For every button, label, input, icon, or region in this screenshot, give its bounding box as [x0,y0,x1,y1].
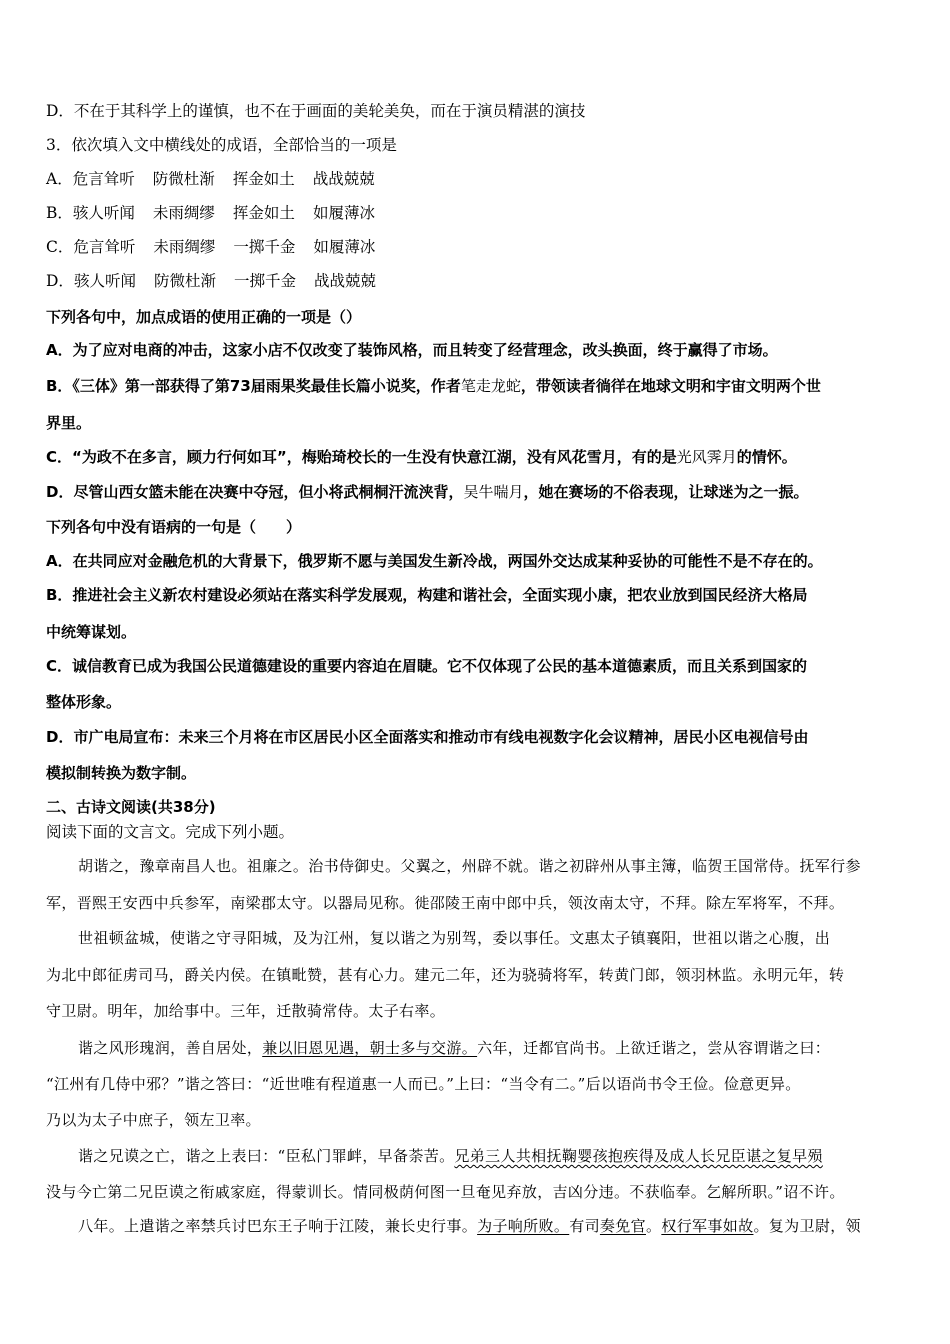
option-text: D．尽管山西女篮未能在决赛中夺冠，但小将武桐桐汗流浃背， [46,483,464,501]
classical-text-line: 胡谐之，豫章南昌人也。祖廉之。治书侍御史。父翼之，州辟不就。谐之初辟州从事主簿，临贺王国常侍。抚军行参 [78,857,861,875]
q5-option-b: B．推进社会主义新农村建设必须站在落实科学发展观，构建和谐社会，全面实现小康，把农业放到国民经济大格局 [46,586,808,604]
option-label: A． [46,170,73,188]
q4-stem: 下列各句中，加点成语的使用正确的一项是（） [46,308,362,326]
q5-option-a: A．在共同应对金融危机的大背景下，俄罗斯不愿与美国发生新冷战，两国外交达成某种妥协的可能性不是不存在的。 [46,552,823,570]
text-segment: 。复为卫尉，领 [753,1217,861,1235]
option-idiom: 战战兢兢 [313,272,376,290]
option-text: C．“为政不在多言，顾力行何如耳”，梅贻琦校长的一生没有快意江湖，没有风花雪月，有的是 [46,448,677,466]
classical-text-line: 为北中郎征虏司马，爵关内侯。在镇毗赞，甚有心力。建元二年，还为骁骑将军，转黄门郎，领羽林监。永明元年，转 [46,966,845,984]
option-idiom: 挥金如土 [232,170,295,188]
q5-option-d: D．市广电局宣布：未来三个月将在市区居民小区全面落实和推动市有线电视数字化会议精神，居民小区电视信号由 [46,728,809,746]
option-idiom: 如履薄冰 [313,238,376,256]
text-segment: 六年，迁都官尚书。上欲迁谐之，尝从容谓谐之曰： [477,1039,831,1057]
option-text: B．《三体》第一部获得了第73届雨果奖最佳长篇小说奖，作者 [46,377,461,395]
option-text: ，她在赛场的不俗表现，让球迷为之一振。 [523,483,809,501]
option-idiom: 未雨绸缪 [153,238,216,256]
q5-option-c: C．诚信教育已成为我国公民道德建设的重要内容迫在眉睫。它不仅体现了公民的基本道德素质，而且关系到国家的 [46,657,808,675]
q5-option-b-cont: 中统筹谋划。 [46,623,137,641]
option-idiom: 未雨绸缪 [152,204,215,222]
q4-option-b [46,376,821,396]
text-segment: 有司 [569,1217,600,1235]
option-idiom: 防微杜渐 [153,272,216,290]
dotted-idiom: 光风霁月 [676,448,737,466]
option-label: C． [46,238,74,256]
option-idiom: 一掷千金 [233,272,296,290]
classical-text-line [78,1038,830,1058]
option-label: B． [46,204,73,222]
option-idiom: 战战兢兢 [312,170,375,188]
classical-text-line [78,1146,823,1166]
q5-option-d-cont: 模拟制转换为数字制。 [46,764,197,782]
text-segment: 谐之兄谟之亡，谐之上表曰：“臣私门罪衅，早备荼苦。 [78,1147,455,1165]
text-segment: 八年。上遣谐之率禁兵讨巴东王子响于江陵，兼长史行事。 [78,1217,478,1235]
classical-text-line: 乃以为太子中庶子，领左卫率。 [46,1111,261,1129]
option-idiom: 防微杜渐 [152,170,215,188]
text-segment: 。 [645,1217,662,1235]
q3-option-d [46,271,376,291]
q3-option-b [46,203,375,223]
classical-text-line: 世祖顿盆城，使谐之守寻阳城，及为江州，复以谐之为别驾，委以事任。文惠太子镇襄阳，世祖以谐之心腹，出 [78,929,831,947]
section-intro: 阅读下面的文言文。完成下列小题。 [46,823,295,841]
underlined-phrase: 为子响所败。 [477,1217,570,1235]
option-idiom: 危言耸听 [72,170,135,188]
option-label: D． [46,272,74,290]
q5-stem: 下列各句中没有语病的一句是（ ） [46,518,302,536]
classical-text-line: “江州有几侍中邪？”谐之答曰：“近世唯有程道惠一人而已。”上曰：“当令有二。”后以语尚书令王俭。俭意更异。 [46,1075,801,1093]
underlined-phrase: 权行军事如故 [661,1217,754,1235]
q5-option-c-cont: 整体形象。 [46,693,122,711]
q3-stem: 3．依次填入文中横线处的成语，全部恰当的一项是 [46,136,397,154]
q3-option-a [46,169,375,189]
option-idiom: 挥金如土 [232,204,295,222]
q4-option-d [46,482,809,502]
classical-text-line: 没与今亡第二兄臣谟之衔戚家庭，得蒙训长。情同极荫何图一旦奄见弃放，吉凶分违。不获临奉。乞解所职。”诏不许。 [46,1183,845,1201]
classical-text-line [78,1216,861,1236]
option-text: ，带领读者徜徉在地球文明和宇宙文明两个世 [520,377,821,395]
wavy-underlined-sentence: 兄弟三人共相抚鞠婴孩抱疾得及成人长兄臣谌之复早殒 [454,1147,823,1165]
dotted-idiom: 吴牛喘月 [463,483,524,501]
option-text: 的情怀。 [736,448,797,466]
option-idiom: 骇人听闻 [72,204,135,222]
option-idiom: 骇人听闻 [73,272,136,290]
classical-text-line: 守卫尉。明年，加给事中。三年，迁散骑常侍。太子右率。 [46,1002,446,1020]
classical-text-line: 军，晋熙王安西中兵参军，南梁郡太守。以器局见称。徙邵陵王南中郎中兵，领汝南太守，不拜。除左军将军，不拜。 [46,894,845,912]
q3-option-c [46,237,375,257]
q4-option-b-cont: 界里。 [46,414,92,432]
q4-option-c [46,447,797,467]
section-heading: 二、古诗文阅读(共38分) [46,798,216,816]
underlined-phrase: 奏免官 [599,1217,646,1235]
text-segment: 谐之风形瑰润，善自居处， [78,1039,263,1057]
underlined-sentence: 兼以旧恩见遇，朝士多与交游。 [262,1039,478,1057]
q4-option-a: A．为了应对电商的冲击，这家小店不仅改变了装饰风格，而且转变了经营理念，改头换面，终于赢得了市场。 [46,341,778,359]
option-idiom: 一掷千金 [233,238,296,256]
option-idiom: 危言耸听 [73,238,136,256]
q2-option-d: D．不在于其科学上的谨慎，也不在于画面的美轮美奂，而在于演员精湛的演技 [46,102,586,120]
dotted-idiom: 笔走龙蛇 [460,377,521,395]
option-idiom: 如履薄冰 [312,204,375,222]
